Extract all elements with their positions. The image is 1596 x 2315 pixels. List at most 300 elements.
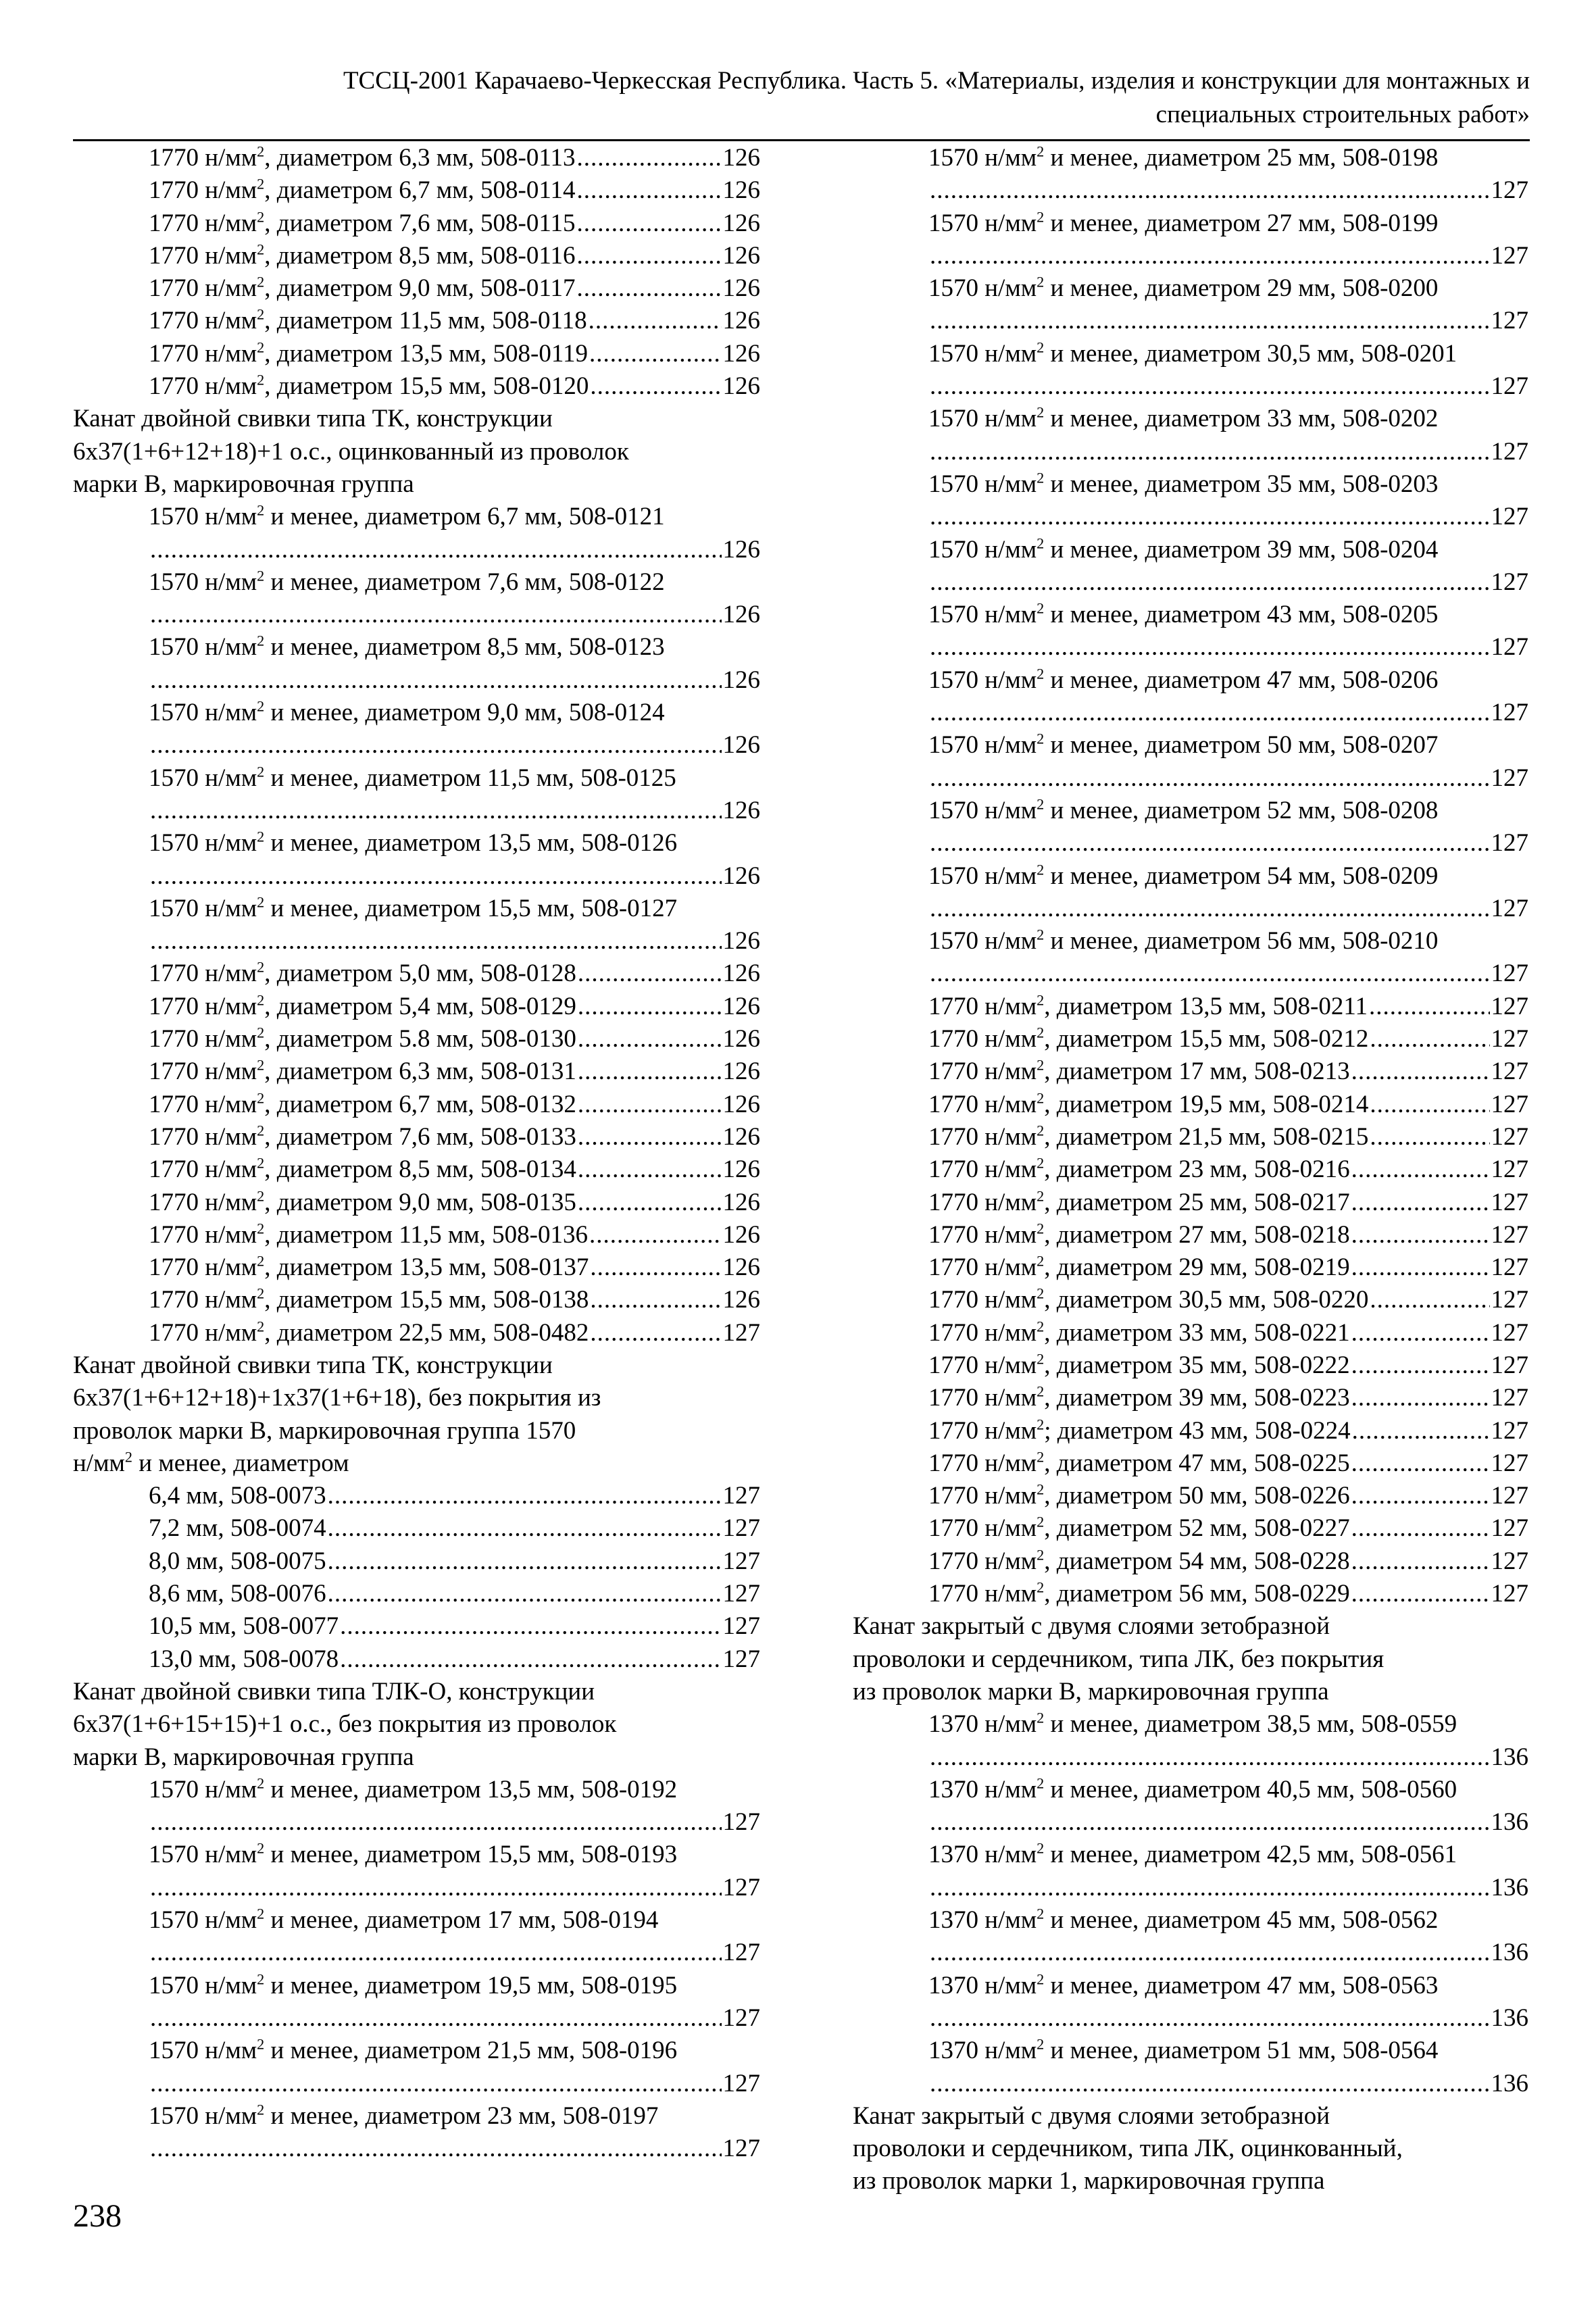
dot-leader bbox=[930, 1872, 1490, 1904]
index-line bbox=[149, 1512, 760, 1545]
entry-text: 1770 $н/мм^2$, диаметром 52 мм, 508-0227 bbox=[928, 1514, 1350, 1543]
superscript: 2 bbox=[257, 1840, 265, 1858]
index-line bbox=[928, 1121, 1528, 1153]
index-entry bbox=[853, 1251, 1528, 1284]
index-entry bbox=[853, 1447, 1528, 1480]
index-line bbox=[149, 860, 760, 893]
entry-text: 1770 $н/мм^2$, диаметром 39 мм, 508-0223 bbox=[928, 1383, 1350, 1412]
entry-text: 1570 $н/мм^2$ и менее, диаметром 23 мм, 508-0197 bbox=[149, 2101, 659, 2130]
page-number: 238 bbox=[73, 2198, 122, 2234]
page-ref: 126 bbox=[722, 796, 760, 824]
dot-leader bbox=[578, 1153, 722, 1186]
dot-leader bbox=[578, 1187, 722, 1219]
superscript: 2 bbox=[257, 241, 265, 258]
page-ref: 127 bbox=[1491, 176, 1528, 205]
page-ref: 126 bbox=[722, 1253, 760, 1282]
page-ref: 127 bbox=[1491, 1188, 1528, 1216]
index-entry bbox=[853, 599, 1528, 664]
superscript: 2 bbox=[1037, 1154, 1045, 1172]
entry-text: 1770 $н/мм^2$, диаметром 54 мм, 508-0228 bbox=[928, 1546, 1350, 1575]
page-ref: 127 bbox=[722, 1873, 760, 1901]
page-ref: 126 bbox=[722, 862, 760, 890]
page-ref: 127 bbox=[722, 1939, 760, 1967]
entry-text-line bbox=[928, 1904, 1528, 1937]
dot-leader bbox=[930, 957, 1490, 990]
entry-text: 1770 $н/мм^2$, диаметром 15,5 мм, 508-0212 bbox=[928, 1024, 1369, 1053]
superscript: 2 bbox=[1037, 1514, 1045, 1531]
entry-text-line bbox=[928, 207, 1528, 240]
superscript: 2 bbox=[257, 2035, 265, 2053]
dot-leader bbox=[1351, 1512, 1490, 1545]
index-entry bbox=[853, 1187, 1528, 1219]
heading-line: $н/мм^2$ и менее, диаметром bbox=[73, 1448, 349, 1477]
entry-text: 1570 $н/мм^2$ и менее, диаметром 52 мм, 508-0208 bbox=[928, 795, 1439, 824]
index-entry bbox=[73, 240, 760, 272]
superscript: 2 bbox=[1037, 599, 1045, 617]
page-ref: 127 bbox=[722, 2069, 760, 2097]
page-ref: 126 bbox=[722, 1220, 760, 1249]
dot-leader bbox=[328, 1578, 722, 1610]
index-entry bbox=[853, 1774, 1528, 1839]
dot-leader bbox=[150, 795, 722, 827]
index-line bbox=[928, 436, 1528, 468]
index-line bbox=[928, 1741, 1528, 1774]
superscript: 2 bbox=[1037, 273, 1045, 291]
entry-text: 8,6 мм, 508-0076 bbox=[149, 1580, 326, 1608]
entry-text: 1570 $н/мм^2$ и менее, диаметром 15,5 мм, 508-0193 bbox=[149, 1840, 678, 1869]
index-line bbox=[928, 1153, 1528, 1186]
index-line bbox=[149, 925, 760, 957]
page-ref: 127 bbox=[1491, 699, 1528, 727]
entry-text-line bbox=[928, 1970, 1528, 2002]
entry-text: 1570 $н/мм^2$ и менее, диаметром 56 мм, 508-0210 bbox=[928, 926, 1439, 955]
index-line bbox=[928, 1349, 1528, 1382]
index-line bbox=[149, 370, 760, 403]
page-ref: 127 bbox=[1491, 1155, 1528, 1184]
page-ref: 127 bbox=[1491, 1286, 1528, 1314]
entry-text: 1570 $н/мм^2$ и менее, диаметром 27 мм, 508-0199 bbox=[928, 208, 1439, 237]
heading-line: проволоки и сердечником, типа ЛК, оцинкованный, bbox=[853, 2135, 1403, 2163]
entry-text: 1770 $н/мм^2$, диаметром 27 мм, 508-0218 bbox=[928, 1220, 1350, 1249]
dot-leader bbox=[577, 272, 722, 305]
page-ref: 136 bbox=[1491, 2069, 1528, 2097]
dot-leader bbox=[930, 501, 1490, 533]
page-ref: 127 bbox=[722, 1645, 760, 1673]
page-ref: 127 bbox=[722, 1547, 760, 1575]
header-rule bbox=[73, 139, 1530, 141]
entry-text: 1570 $н/мм^2$ и менее, диаметром 29 мм, 508-0200 bbox=[928, 273, 1439, 303]
index-entry bbox=[853, 1153, 1528, 1186]
index-line bbox=[149, 1317, 760, 1349]
index-line bbox=[928, 991, 1528, 1023]
index-entry bbox=[853, 1415, 1528, 1447]
superscript: 2 bbox=[1037, 1089, 1045, 1107]
index-entry bbox=[73, 174, 760, 207]
index-entry bbox=[853, 272, 1528, 338]
right-column bbox=[853, 142, 1528, 2198]
index-entry bbox=[73, 1187, 760, 1219]
entry-text: 1770 $н/мм^2$, диаметром 5,0 мм, 508-0128 bbox=[149, 959, 576, 988]
page-ref: 126 bbox=[722, 666, 760, 694]
index-entry bbox=[853, 142, 1528, 207]
superscript: 2 bbox=[257, 991, 265, 1009]
entry-text: 1770 $н/мм^2$; диаметром 43 мм, 508-0224 bbox=[928, 1416, 1351, 1445]
superscript: 2 bbox=[1037, 991, 1045, 1009]
index-line bbox=[928, 1578, 1528, 1610]
index-line bbox=[928, 1317, 1528, 1349]
page-ref: 126 bbox=[722, 731, 760, 760]
heading-line: 6х37(1+6+15+15)+1 о.с., без покрытия из проволок bbox=[73, 1710, 617, 1739]
superscript: 2 bbox=[257, 959, 265, 976]
entry-text: 1570 $н/мм^2$ и менее, диаметром 47 мм, 508-0206 bbox=[928, 665, 1439, 694]
superscript: 2 bbox=[1037, 534, 1045, 552]
dot-leader bbox=[578, 957, 722, 990]
page-ref: 127 bbox=[1491, 1220, 1528, 1249]
dot-leader bbox=[930, 1937, 1490, 1969]
dot-leader bbox=[150, 2068, 722, 2100]
index-line bbox=[928, 1089, 1528, 1121]
page-ref: 127 bbox=[722, 1612, 760, 1641]
superscript: 2 bbox=[257, 1252, 265, 1270]
dot-leader bbox=[930, 2068, 1490, 2100]
page-ref: 126 bbox=[722, 1122, 760, 1151]
dot-leader bbox=[150, 2002, 722, 2035]
superscript: 2 bbox=[1037, 1546, 1045, 1564]
index-entry bbox=[73, 1578, 760, 1610]
superscript: 2 bbox=[1037, 1970, 1045, 1988]
page-ref: 127 bbox=[1491, 1090, 1528, 1118]
entry-text: 1770 $н/мм^2$, диаметром 29 мм, 508-0219 bbox=[928, 1252, 1350, 1282]
entry-text-line bbox=[149, 1839, 760, 1871]
superscript: 2 bbox=[1037, 1905, 1045, 1922]
entry-text-line bbox=[928, 1774, 1528, 1806]
index-entry bbox=[73, 827, 760, 893]
dot-leader bbox=[1369, 991, 1489, 1023]
page-ref: 127 bbox=[1491, 960, 1528, 988]
index-entry bbox=[853, 403, 1528, 468]
index-line bbox=[928, 1512, 1528, 1545]
page-ref: 126 bbox=[722, 992, 760, 1020]
dot-leader bbox=[328, 1545, 722, 1578]
entry-text: 1570 $н/мм^2$ и менее, диаметром 7,6 мм, 508-0122 bbox=[149, 567, 665, 596]
page-ref: 127 bbox=[1491, 1351, 1528, 1379]
superscript: 2 bbox=[1037, 1122, 1045, 1139]
entry-text-line bbox=[928, 795, 1528, 827]
section-heading bbox=[73, 403, 760, 501]
superscript: 2 bbox=[1037, 404, 1045, 422]
page-ref: 126 bbox=[722, 209, 760, 237]
index-entry bbox=[853, 2035, 1528, 2100]
dot-leader bbox=[589, 1219, 721, 1251]
index-entry bbox=[853, 1317, 1528, 1349]
entry-text: 1770 $н/мм^2$, диаметром 6,7 мм, 508-0132 bbox=[149, 1089, 576, 1118]
page-ref: 126 bbox=[722, 927, 760, 955]
superscript: 2 bbox=[1037, 1840, 1045, 1858]
index-entry bbox=[73, 1643, 760, 1676]
entry-text-line bbox=[149, 2100, 760, 2133]
page-ref: 126 bbox=[722, 144, 760, 172]
dot-leader bbox=[1351, 1153, 1490, 1186]
entry-text: 1770 $н/мм^2$, диаметром 7,6 мм, 508-0133 bbox=[149, 1122, 576, 1151]
index-line bbox=[928, 1382, 1528, 1414]
index-line bbox=[928, 566, 1528, 599]
index-line bbox=[149, 1937, 760, 1969]
page-ref: 127 bbox=[722, 1808, 760, 1837]
superscript: 2 bbox=[1037, 926, 1045, 943]
index-line bbox=[149, 795, 760, 827]
index-entry bbox=[73, 1284, 760, 1316]
page-ref: 136 bbox=[1491, 1808, 1528, 1837]
superscript: 2 bbox=[257, 632, 265, 650]
index-entry bbox=[73, 142, 760, 174]
dot-leader bbox=[930, 893, 1490, 925]
entry-text: 1570 $н/мм^2$ и менее, диаметром 9,0 мм, 508-0124 bbox=[149, 697, 665, 727]
left-column bbox=[73, 142, 760, 2165]
entry-text: 1770 $н/мм^2$, диаметром 7,6 мм, 508-0115 bbox=[149, 208, 576, 237]
entry-text: 1570 $н/мм^2$ и менее, диаметром 19,5 мм, 508-0195 bbox=[149, 1970, 678, 1999]
index-line bbox=[928, 1415, 1528, 1447]
index-entry bbox=[853, 991, 1528, 1023]
superscript: 2 bbox=[257, 1154, 265, 1172]
page-ref: 127 bbox=[722, 1482, 760, 1510]
dot-leader bbox=[1351, 1317, 1490, 1349]
superscript: 2 bbox=[257, 175, 265, 193]
entry-text: 1570 $н/мм^2$ и менее, диаметром 25 мм, 508-0198 bbox=[928, 143, 1439, 172]
superscript: 2 bbox=[1037, 2035, 1045, 2053]
index-line bbox=[928, 1219, 1528, 1251]
entry-text: 1770 $н/мм^2$, диаметром 5,4 мм, 508-0129 bbox=[149, 991, 576, 1020]
page-ref: 136 bbox=[1491, 1743, 1528, 1771]
index-line bbox=[149, 207, 760, 240]
index-entry bbox=[853, 207, 1528, 273]
dot-leader bbox=[930, 566, 1490, 599]
index-entry bbox=[73, 1121, 760, 1153]
entry-text: 1770 $н/мм^2$, диаметром 13,5 мм, 508-0211 bbox=[928, 991, 1368, 1020]
index-line bbox=[928, 370, 1528, 403]
dot-leader bbox=[150, 729, 722, 762]
index-entry bbox=[853, 1023, 1528, 1055]
superscript: 2 bbox=[1037, 339, 1045, 356]
page-ref: 136 bbox=[1491, 1873, 1528, 1901]
page-ref: 127 bbox=[1491, 992, 1528, 1020]
entry-text: 6,4 мм, 508-0073 bbox=[149, 1482, 326, 1510]
index-entry bbox=[73, 1153, 760, 1186]
superscript: 2 bbox=[257, 828, 265, 845]
dot-leader bbox=[1351, 1187, 1490, 1219]
entry-text: 1770 $н/мм^2$, диаметром 11,5 мм, 508-0136 bbox=[149, 1220, 589, 1249]
page-ref: 126 bbox=[722, 535, 760, 564]
superscript: 2 bbox=[257, 697, 265, 715]
heading-line: 6х37(1+6+12+18)+1х37(1+6+18), без покрытия из bbox=[73, 1384, 601, 1412]
index-entry bbox=[853, 1904, 1528, 1970]
index-entry bbox=[853, 1382, 1528, 1414]
heading-line: Канат закрытый с двумя слоями зетобразной bbox=[853, 2101, 1330, 2130]
index-line bbox=[928, 762, 1528, 795]
dot-leader bbox=[150, 2133, 722, 2165]
page-ref: 127 bbox=[1491, 1122, 1528, 1151]
superscript: 2 bbox=[1037, 1056, 1045, 1074]
index-entry bbox=[853, 729, 1528, 795]
entry-text-line bbox=[928, 664, 1528, 697]
index-entry bbox=[73, 1055, 760, 1088]
page-ref: 126 bbox=[722, 1057, 760, 1086]
header-line-2: специальных строительных работ» bbox=[1155, 101, 1530, 128]
page-ref: 126 bbox=[722, 1286, 760, 1314]
superscript: 2 bbox=[1037, 1318, 1045, 1335]
dot-leader bbox=[930, 631, 1490, 664]
index-line bbox=[149, 729, 760, 762]
index-entry bbox=[853, 1349, 1528, 1382]
page-ref: 127 bbox=[1491, 568, 1528, 596]
entry-text: 1770 $н/мм^2$, диаметром 22,5 мм, 508-0482 bbox=[149, 1318, 589, 1347]
page-ref: 127 bbox=[1491, 241, 1528, 270]
page-ref: 127 bbox=[722, 1318, 760, 1347]
dot-leader bbox=[578, 991, 722, 1023]
heading-line: из проволок марки 1, маркировочная группа bbox=[853, 2167, 1325, 2195]
superscript: 2 bbox=[1037, 1024, 1045, 1041]
index-line bbox=[928, 1187, 1528, 1219]
dot-leader bbox=[150, 534, 722, 566]
page-ref: 127 bbox=[1491, 372, 1528, 401]
index-line bbox=[149, 1219, 760, 1251]
superscript: 2 bbox=[257, 273, 265, 291]
page-ref: 126 bbox=[722, 307, 760, 335]
dot-leader bbox=[1351, 1480, 1490, 1512]
dot-leader bbox=[577, 142, 722, 174]
index-line bbox=[149, 1089, 760, 1121]
entry-text: 1770 $н/мм^2$, диаметром 25 мм, 508-0217 bbox=[928, 1187, 1350, 1216]
index-entry bbox=[73, 1023, 760, 1055]
index-entry bbox=[73, 1317, 760, 1349]
superscript: 2 bbox=[1037, 1252, 1045, 1270]
page-ref: 127 bbox=[722, 2135, 760, 2163]
index-entry bbox=[853, 1970, 1528, 2035]
entry-text: 1770 $н/мм^2$, диаметром 13,5 мм, 508-0119 bbox=[149, 339, 589, 368]
page-ref: 127 bbox=[1491, 307, 1528, 335]
page-ref: 126 bbox=[722, 274, 760, 303]
superscript: 2 bbox=[1037, 1220, 1045, 1237]
index-entry bbox=[853, 795, 1528, 860]
superscript: 2 bbox=[257, 1774, 265, 1792]
index-entry bbox=[73, 1480, 760, 1512]
index-entry bbox=[73, 631, 760, 697]
entry-text: 1770 $н/мм^2$, диаметром 6,3 мм, 508-0131 bbox=[149, 1056, 576, 1086]
dot-leader bbox=[150, 1872, 722, 1904]
dot-leader bbox=[1351, 1382, 1490, 1414]
dot-leader bbox=[590, 1317, 721, 1349]
superscript: 2 bbox=[1037, 1416, 1045, 1433]
index-line bbox=[149, 1023, 760, 1055]
entry-text-line bbox=[928, 1839, 1528, 1871]
page-ref: 127 bbox=[1491, 503, 1528, 531]
page-ref: 127 bbox=[1491, 1318, 1528, 1347]
entry-text: 1570 $н/мм^2$ и менее, диаметром 13,5 мм, 508-0126 bbox=[149, 828, 678, 857]
index-line bbox=[928, 1284, 1528, 1316]
superscript: 2 bbox=[1037, 665, 1045, 682]
dot-leader bbox=[150, 664, 722, 697]
dot-leader bbox=[1370, 1284, 1489, 1316]
index-entry bbox=[73, 2035, 760, 2100]
superscript: 2 bbox=[257, 1187, 265, 1205]
page-ref: 127 bbox=[1491, 894, 1528, 922]
heading-line: 6х37(1+6+12+18)+1 о.с., оцинкованный из проволок bbox=[73, 437, 629, 466]
superscript: 2 bbox=[257, 1089, 265, 1107]
entry-text: 1570 $н/мм^2$ и менее, диаметром 17 мм, 508-0194 bbox=[149, 1905, 659, 1935]
entry-text: 7,2 мм, 508-0074 bbox=[149, 1514, 326, 1543]
index-line bbox=[928, 2068, 1528, 2100]
index-entry bbox=[73, 893, 760, 958]
superscript: 2 bbox=[1037, 1480, 1045, 1498]
dot-leader bbox=[1351, 1349, 1490, 1382]
entry-text-line bbox=[928, 729, 1528, 762]
index-line bbox=[928, 1447, 1528, 1480]
index-line bbox=[149, 1251, 760, 1284]
superscript: 2 bbox=[257, 2101, 265, 2118]
index-line bbox=[149, 1480, 760, 1512]
index-entry bbox=[853, 468, 1528, 534]
dot-leader bbox=[578, 1089, 722, 1121]
entry-text-line bbox=[149, 697, 760, 729]
index-entry bbox=[73, 1774, 760, 1839]
dot-leader bbox=[589, 338, 721, 370]
superscript: 2 bbox=[1037, 861, 1045, 878]
entry-text: 1770 $н/мм^2$, диаметром 15,5 мм, 508-0138 bbox=[149, 1285, 589, 1314]
entry-text: 1770 $н/мм^2$, диаметром 13,5 мм, 508-0137 bbox=[149, 1252, 589, 1282]
superscript: 2 bbox=[257, 501, 265, 519]
section-heading bbox=[853, 1610, 1528, 1708]
page-ref: 127 bbox=[1491, 437, 1528, 466]
index-entry bbox=[73, 370, 760, 403]
index-entry bbox=[853, 1512, 1528, 1545]
entry-text: 1370 $н/мм^2$ и менее, диаметром 51 мм, 508-0564 bbox=[928, 2035, 1439, 2065]
superscript: 2 bbox=[1037, 1285, 1045, 1303]
dot-leader bbox=[589, 305, 722, 337]
superscript: 2 bbox=[257, 306, 265, 324]
page-header bbox=[74, 64, 1530, 132]
entry-text: 1570 $н/мм^2$ и менее, диаметром 33 мм, 508-0202 bbox=[928, 404, 1439, 433]
dot-leader bbox=[930, 1741, 1490, 1774]
entry-text-line bbox=[928, 403, 1528, 435]
index-entry bbox=[853, 1219, 1528, 1251]
dot-leader bbox=[340, 1643, 721, 1676]
dot-leader bbox=[328, 1512, 722, 1545]
index-line bbox=[149, 240, 760, 272]
index-entry bbox=[73, 2100, 760, 2166]
dot-leader bbox=[150, 1806, 722, 1839]
index-line bbox=[149, 1545, 760, 1578]
superscript: 2 bbox=[1037, 208, 1045, 226]
index-entry bbox=[73, 566, 760, 632]
section-heading bbox=[73, 1349, 760, 1480]
page-ref: 127 bbox=[722, 2003, 760, 2032]
entry-text: 1570 $н/мм^2$ и менее, диаметром 8,5 мм, 508-0123 bbox=[149, 632, 665, 662]
index-line bbox=[928, 1055, 1528, 1088]
index-line bbox=[928, 957, 1528, 990]
entry-text: 1770 $н/мм^2$, диаметром 47 мм, 508-0225 bbox=[928, 1448, 1350, 1477]
superscript: 2 bbox=[257, 1970, 265, 1988]
index-entry bbox=[73, 1904, 760, 1970]
index-line bbox=[928, 1937, 1528, 1969]
entry-text-line bbox=[928, 599, 1528, 631]
entry-text: 1370 $н/мм^2$ и менее, диаметром 40,5 мм, 508-0560 bbox=[928, 1774, 1457, 1803]
dot-leader bbox=[1351, 1447, 1490, 1480]
index-line bbox=[149, 991, 760, 1023]
entry-text: 8,0 мм, 508-0075 bbox=[149, 1547, 326, 1575]
index-entry bbox=[853, 1284, 1528, 1316]
entry-text-line bbox=[928, 534, 1528, 566]
superscript: 2 bbox=[257, 1318, 265, 1335]
index-line bbox=[928, 501, 1528, 533]
